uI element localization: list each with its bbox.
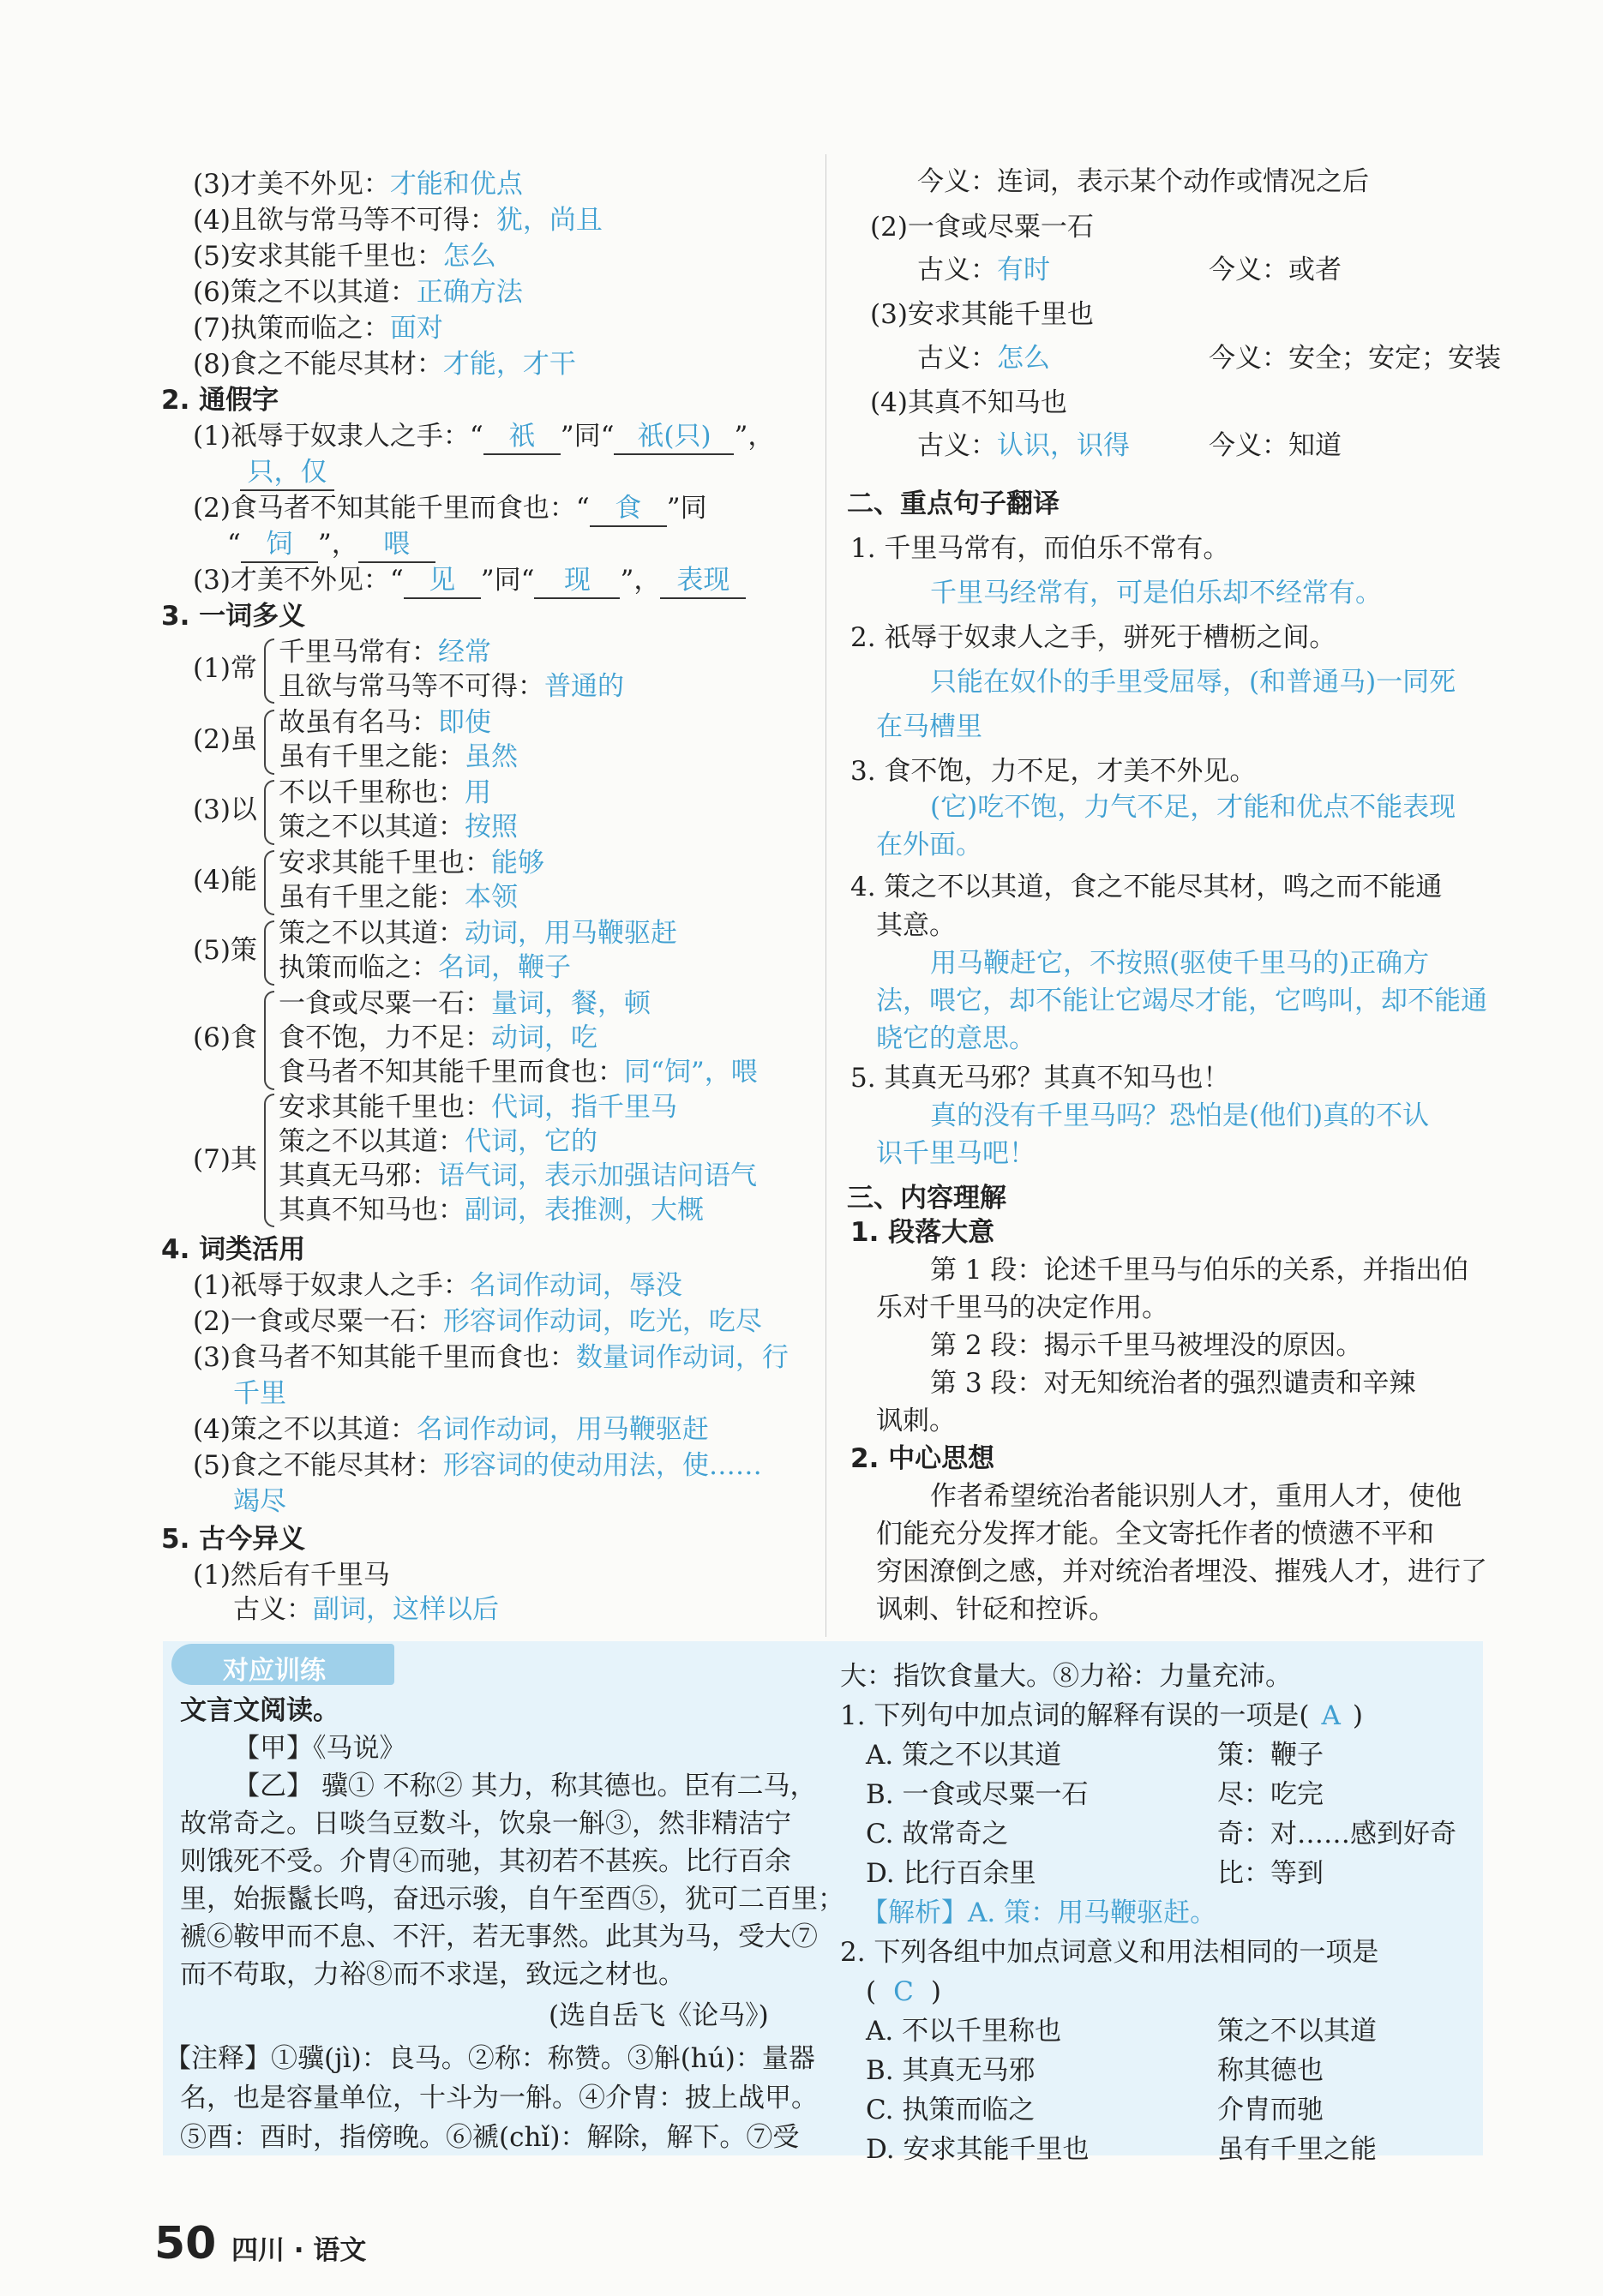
option: C. 执策而临之 — [866, 2095, 1036, 2125]
gujin-line: 古义：有时 — [917, 255, 1050, 285]
polysemy-key: (2)虽 — [193, 724, 257, 755]
usage-line: 竭尽 — [233, 1486, 286, 1517]
note-line: 大：指饮食量大。⑧力裕：力量充沛。 — [840, 1661, 1292, 1692]
translation: 用马鞭赶它，不按照(驱使千里马的)正确方 — [930, 948, 1430, 979]
polysemy-line: 千里马常有：经常 — [279, 637, 491, 668]
note-line: 【注释】①骥(jì)：良马。②称：称赞。③斛(hú)：量器 — [165, 2043, 815, 2074]
translation: 在马槽里 — [876, 711, 982, 742]
section-heading: 三、内容理解 — [847, 1183, 1006, 1214]
gujin-line: 古义：怎么 — [917, 343, 1050, 374]
option: 奇：对……感到好奇 — [1217, 1819, 1456, 1849]
note-line: ⑤酉：酉时，指傍晚。⑥褫(chǐ)：解除，解下。⑦受 — [180, 2122, 800, 2153]
translation: 千里马经常有，可是伯乐却不经常有。 — [930, 578, 1382, 608]
gujin-line: (3)安求其能千里也 — [870, 299, 1094, 330]
paragraph-line: 穷困潦倒之感，并对统治者埋没、摧残人才，进行了 — [876, 1556, 1487, 1587]
option: 策之不以其道 — [1217, 2016, 1377, 2047]
brace — [264, 1094, 274, 1227]
gujin-line: (1)然后有千里马 — [193, 1560, 390, 1591]
exercise-badge-label: 对应训练 — [223, 1656, 326, 1686]
passage-line: 褫⑥鞍甲而不息、不汗，若无事然。此其为马，受大⑦ — [180, 1921, 818, 1952]
polysemy-line: 一食或尽粟一石：量词，餐，顿 — [279, 988, 651, 1019]
polysemy-line: 不以千里称也：用 — [279, 777, 491, 808]
passage-line: 里，始振鬣长鸣，奋迅示骏，自午至酉⑤，犹可二百里； — [180, 1884, 844, 1915]
option: 称其德也 — [1217, 2055, 1324, 2086]
question-answer: ( C ) — [866, 1976, 941, 2007]
option: 介胄而驰 — [1217, 2095, 1324, 2125]
brace — [264, 920, 274, 986]
paragraph-line: 讽刺、针砭和控诉。 — [876, 1594, 1115, 1625]
usage-line: 千里 — [233, 1378, 286, 1409]
gujin-line: 古义：认识，识得 — [917, 430, 1130, 461]
option: D. 安求其能千里也 — [866, 2134, 1090, 2165]
page-number: 50 — [154, 2218, 217, 2269]
passage-line: 则饿死不受。介胄④而驰，其初若不甚疾。比行百余 — [180, 1846, 791, 1877]
polysemy-key: (7)其 — [193, 1144, 257, 1175]
exercise-badge — [171, 1644, 394, 1685]
brace — [264, 780, 274, 845]
passage-line: 【甲】《马说》 — [233, 1733, 406, 1764]
question: 1. 下列句中加点词的解释有误的一项是( A ) — [840, 1700, 1364, 1731]
translation: 在外面。 — [876, 830, 982, 860]
translation: 法，喂它，却不能让它竭尽才能，它鸣叫，却不能通 — [876, 986, 1487, 1016]
passage-source: (选自岳飞《论马》) — [549, 2000, 769, 2031]
polysemy-line: 食马者不知其能千里而食也：同“饲”，喂 — [279, 1057, 758, 1088]
usage-line: (1)祇辱于奴隶人之手：名词作动词，辱没 — [193, 1270, 682, 1301]
tongjia-line: “ 饲 ”， 喂 — [227, 527, 435, 563]
section-heading: 4. 词类活用 — [161, 1234, 306, 1265]
tongjia-line: 只，仅 — [240, 455, 334, 491]
gloss-line: (4)且欲与常马等不可得：犹，尚且 — [193, 205, 603, 236]
option: B. 一食或尽粟一石 — [866, 1779, 1089, 1810]
book-label: 四川 · 语文 — [231, 2235, 367, 2266]
section-heading: 二、重点句子翻译 — [847, 489, 1060, 519]
sub-heading: 2. 中心思想 — [850, 1443, 995, 1474]
section-heading: 3. 一词多义 — [161, 601, 306, 632]
sentence: 4. 策之不以其道，食之不能尽其材，鸣之而不能通 — [850, 872, 1443, 902]
gujin-line: (4)其真不知马也 — [870, 387, 1067, 418]
sentence: 其意。 — [876, 910, 956, 941]
gujin-line: 古义：副词，这样以后 — [233, 1594, 499, 1625]
polysemy-line: 且欲与常马等不可得：普通的 — [279, 671, 624, 702]
tongjia-line: (3)才美不外见：“ 见 ”同“ 现 ”， 表现 — [193, 563, 746, 599]
polysemy-key: (3)以 — [193, 794, 257, 825]
option: D. 比行百余里 — [866, 1858, 1036, 1889]
gloss-line: (5)安求其能千里也：怎么 — [193, 241, 496, 272]
polysemy-line: 策之不以其道：代词，它的 — [279, 1126, 597, 1157]
polysemy-key: (4)能 — [193, 865, 257, 896]
section-heading: 2. 通假字 — [161, 385, 279, 416]
paragraph-line: 乐对千里马的决定作用。 — [876, 1292, 1168, 1323]
polysemy-line: 安求其能千里也：能够 — [279, 848, 544, 878]
tongjia-line: (2)食马者不知其能千里而食也：“ 食 ”同 — [193, 491, 707, 527]
option: 策：鞭子 — [1217, 1740, 1324, 1771]
option: 尽：吃完 — [1217, 1779, 1324, 1810]
polysemy-line: 其真不知马也：副词，表推测，大概 — [279, 1195, 704, 1226]
usage-line: (4)策之不以其道：名词作动词，用马鞭驱赶 — [193, 1414, 709, 1445]
brace — [264, 991, 274, 1090]
option: 虽有千里之能 — [1217, 2134, 1377, 2165]
brace — [264, 850, 274, 915]
polysemy-line: 故虽有名马：即使 — [279, 707, 491, 738]
sentence: 2. 祇辱于奴隶人之手，骈死于槽枥之间。 — [850, 622, 1336, 653]
brace — [264, 710, 274, 775]
gloss-line: (6)策之不以其道：正确方法 — [193, 277, 523, 308]
option: C. 故常奇之 — [866, 1819, 1009, 1849]
section-heading: 5. 古今异义 — [161, 1524, 306, 1555]
option: A. 不以千里称也 — [866, 2016, 1062, 2047]
polysemy-key: (1)常 — [193, 653, 257, 684]
polysemy-key: (5)策 — [193, 935, 257, 966]
gujin-line: 今义：或者 — [1209, 255, 1342, 285]
gujin-line: 今义：连词，表示某个动作或情况之后 — [917, 166, 1369, 197]
passage-line: 而不苟取，力裕⑧而不求逞，致远之材也。 — [180, 1959, 685, 1990]
usage-line: (3)食马者不知其能千里而食也：数量词作动词，行 — [193, 1342, 789, 1373]
tongjia-line: (1)祇辱于奴隶人之手：“ 祇 ”同“ 祇(只) ”， — [193, 419, 774, 455]
sentence: 3. 食不饱，力不足，才美不外见。 — [850, 756, 1257, 787]
polysemy-key: (6)食 — [193, 1022, 257, 1053]
polysemy-line: 执策而临之：名词，鞭子 — [279, 952, 571, 983]
gloss-line: (7)执策而临之：面对 — [193, 313, 443, 344]
sentence: 5. 其真无马邪？其真不知马也！ — [850, 1063, 1230, 1094]
translation: 识千里马吧！ — [876, 1138, 1036, 1169]
note-line: 名，也是容量单位，十斗为一斛。④介胄：披上战甲。 — [180, 2083, 818, 2113]
sub-heading: 1. 段落大意 — [850, 1217, 995, 1248]
paragraph-line: 第 2 段：揭示千里马被埋没的原因。 — [930, 1330, 1363, 1361]
gloss-line: (3)才美不外见：才能和优点 — [193, 169, 523, 200]
option: B. 其真无马邪 — [866, 2055, 1036, 2086]
translation: 晓它的意思。 — [876, 1023, 1036, 1054]
sentence: 1. 千里马常有，而伯乐不常有。 — [850, 533, 1230, 564]
analysis: 【解析】A. 策：用马鞭驱赶。 — [862, 1897, 1217, 1928]
passage-line: 【乙】 骥① 不称② 其力，称其德也。臣有二马， — [233, 1771, 817, 1801]
polysemy-line: 策之不以其道：动词，用马鞭驱赶 — [279, 918, 677, 949]
translation: (它)吃不饱，力气不足，才能和优点不能表现 — [930, 792, 1456, 823]
polysemy-line: 食不饱，力不足：动词，吃 — [279, 1022, 597, 1053]
option: A. 策之不以其道 — [866, 1740, 1062, 1771]
paragraph-line: 作者希望统治者能识别人才，重用人才，使他 — [930, 1481, 1462, 1512]
polysemy-line: 虽有千里之能：本领 — [279, 882, 518, 913]
paragraph-line: 们能充分发挥才能。全文寄托作者的愤懑不平和 — [876, 1519, 1434, 1550]
translation: 真的没有千里马吗？恐怕是(他们)真的不认 — [930, 1100, 1430, 1131]
paragraph-line: 第 1 段：论述千里马与伯乐的关系，并指出伯 — [930, 1255, 1469, 1286]
paragraph-line: 讽刺。 — [876, 1406, 956, 1436]
gloss-line: (8)食之不能尽其材：才能，才干 — [193, 349, 576, 380]
exercise-title: 文言文阅读。 — [180, 1695, 339, 1726]
option: 比：等到 — [1217, 1858, 1324, 1889]
polysemy-line: 虽有千里之能：虽然 — [279, 741, 518, 772]
gujin-line: 今义：安全；安定；安装 — [1209, 343, 1501, 374]
polysemy-line: 安求其能千里也：代词，指千里马 — [279, 1092, 677, 1123]
usage-line: (5)食之不能尽其材：形容词的使动用法，使…… — [193, 1450, 762, 1481]
gujin-line: 今义：知道 — [1209, 430, 1342, 461]
usage-line: (2)一食或尽粟一石：形容词作动词，吃光，吃尽 — [193, 1306, 762, 1337]
gujin-line: (2)一食或尽粟一石 — [870, 212, 1094, 243]
brace — [264, 638, 274, 704]
question: 2. 下列各组中加点词意义和用法相同的一项是 — [840, 1937, 1379, 1968]
passage-line: 故常奇之。日啖刍豆数斗，饮泉一斛③，然非精洁宁 — [180, 1808, 791, 1839]
polysemy-line: 策之不以其道：按照 — [279, 812, 518, 842]
paragraph-line: 第 3 段：对无知统治者的强烈谴责和辛辣 — [930, 1368, 1416, 1399]
translation: 只能在奴仆的手里受屈辱，(和普通马)一同死 — [930, 667, 1456, 698]
polysemy-line: 其真无马邪：语气词，表示加强诘问语气 — [279, 1160, 757, 1191]
